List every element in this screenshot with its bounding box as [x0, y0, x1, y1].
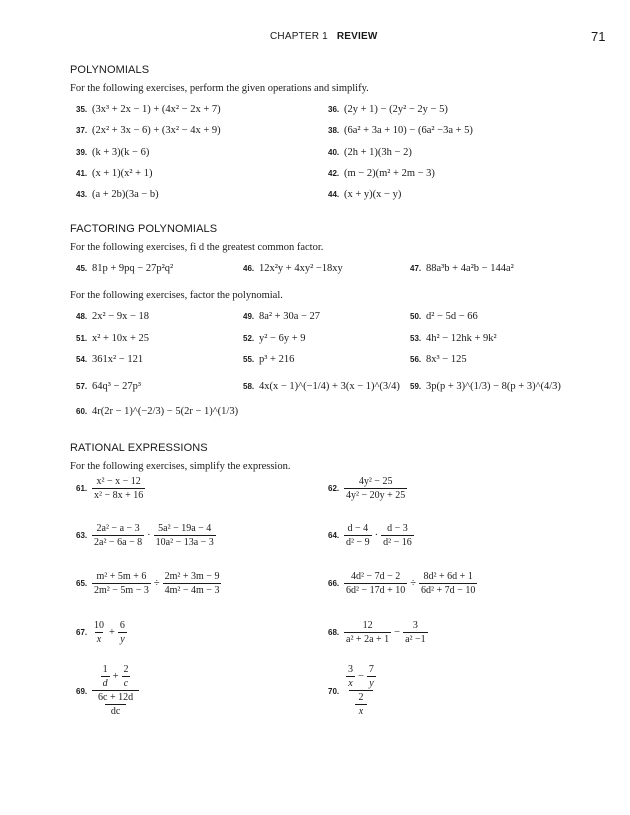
denominator: 10a² − 13a − 3	[155, 537, 214, 548]
denominator: 4m² − 4m − 3	[164, 585, 220, 596]
exercise-45	[76, 263, 173, 274]
exercise-55	[243, 354, 294, 365]
denominator: x	[96, 634, 102, 645]
page-number: 71	[591, 29, 606, 44]
fraction	[367, 664, 376, 689]
denominator: y	[120, 634, 125, 645]
gcf-instruction: For the following exercises, fi d the greatest common factor.	[70, 242, 324, 253]
fraction	[122, 664, 131, 689]
fraction	[381, 523, 414, 548]
exercise-number: 37.	[76, 126, 88, 135]
exercise-number: 66.	[328, 579, 340, 588]
fraction	[344, 620, 391, 645]
fraction	[344, 571, 407, 596]
exercise-number: 48.	[76, 312, 88, 321]
exercise-expression: 3p(p + 3)^(1/3) − 8(p + 3)^(4/3)	[426, 381, 561, 392]
exercise-number: 52.	[243, 334, 255, 343]
exercise-56	[410, 354, 467, 365]
exercise-44	[328, 189, 401, 200]
denominator: a² −1	[405, 634, 426, 645]
operator: ÷	[410, 578, 417, 589]
exercise-number: 49.	[243, 312, 255, 321]
operator: ÷	[153, 578, 160, 589]
fraction	[344, 523, 372, 548]
numerator: x² − x − 12	[96, 476, 141, 487]
numerator: 8d² + 6d + 1	[423, 571, 473, 582]
numerator: 5a² − 19a − 4	[158, 523, 212, 534]
fraction	[92, 476, 145, 501]
exercise-expression: p³ + 216	[259, 354, 295, 365]
exercise-57	[76, 381, 141, 392]
exercise-53	[410, 333, 497, 344]
exercise-number: 54.	[76, 355, 88, 364]
exercise-number: 67.	[76, 628, 88, 637]
exercise-expression: (2x² + 3x − 6) + (3x² − 4x + 9)	[92, 125, 221, 136]
complex-denominator	[349, 690, 373, 717]
exercise-expression: (a + 2b)(3a − b)	[92, 189, 159, 200]
fraction	[92, 523, 144, 548]
exercise-43	[76, 189, 159, 200]
exercise-70	[328, 664, 378, 717]
numerator: d − 3	[387, 523, 408, 534]
exercise-65	[76, 571, 221, 596]
denominator: 2a² − 6a − 8	[94, 537, 143, 548]
exercise-number: 36.	[328, 105, 340, 114]
exercise-expression: 81p + 9pq − 27p²q²	[92, 263, 174, 274]
numerator: 4d² − 7d − 2	[351, 571, 401, 582]
exercise-number: 68.	[328, 628, 340, 637]
exercise-expression: (2h + 1)(3h − 2)	[344, 147, 412, 158]
exercise-expression: 8a² + 30a − 27	[259, 311, 321, 322]
exercise-52	[243, 333, 306, 344]
denominator: y	[369, 678, 374, 689]
exercise-expression: 2x² − 9x − 18	[92, 311, 149, 322]
numerator: 4y² − 25	[358, 476, 393, 487]
numerator: d − 4	[347, 523, 369, 534]
denominator: d	[102, 678, 108, 689]
exercise-expression: (x + 1)(x² + 1)	[92, 168, 153, 179]
exercise-expression: (6a² + 3a + 10) − (6a² −3a + 5)	[344, 125, 473, 136]
running-header	[270, 31, 378, 42]
exercise-expression: 4h² − 12hk + 9k²	[426, 333, 497, 344]
exercise-number: 39.	[76, 148, 88, 157]
exercise-64	[328, 523, 414, 548]
exercise-61	[76, 476, 145, 501]
complex-fraction	[344, 664, 378, 717]
fraction	[118, 620, 127, 645]
numerator: 1	[102, 664, 108, 675]
exercise-68	[328, 620, 428, 645]
fraction	[101, 664, 110, 689]
denominator: 2m² − 5m − 3	[94, 585, 149, 596]
numerator: 7	[368, 664, 374, 675]
operator: −	[394, 627, 401, 638]
numerator: 3	[412, 620, 418, 631]
exercise-46	[243, 263, 343, 274]
exercise-expression: 361x² − 121	[92, 354, 144, 365]
exercise-47	[410, 263, 514, 274]
exercise-number: 70.	[328, 687, 340, 696]
exercise-number: 57.	[76, 382, 88, 391]
exercise-59	[410, 381, 561, 392]
exercise-expression: 4r(2r − 1)^(−2/3) − 5(2r − 1)^(1/3)	[92, 406, 239, 417]
exercise-number: 43.	[76, 190, 88, 199]
complex-numerator	[344, 664, 378, 690]
numerator: 3	[348, 664, 353, 675]
section-title-rational: RATIONAL EXPRESSIONS	[70, 442, 208, 454]
denominator: 4y² − 20y + 25	[346, 490, 406, 501]
section-title-factoring: FACTORING POLYNOMIALS	[70, 223, 218, 235]
exercise-number: 42.	[328, 169, 340, 178]
numerator: 2m² + 3m − 9	[164, 571, 220, 582]
complex-fraction	[92, 664, 139, 717]
exercise-expression: (k + 3)(k − 6)	[92, 147, 150, 158]
exercise-number: 35.	[76, 105, 88, 114]
exercise-number: 64.	[328, 531, 340, 540]
denominator: a² + 2a + 1	[346, 634, 390, 645]
exercise-number: 38.	[328, 126, 340, 135]
exercise-38	[328, 125, 473, 136]
exercise-expression: x² + 10x + 25	[92, 333, 149, 344]
exercise-expression: 4x(x − 1)^(−1/4) + 3(x − 1)^(3/4)	[259, 381, 400, 392]
fraction	[163, 571, 222, 596]
exercise-number: 55.	[243, 355, 255, 364]
fraction	[344, 476, 407, 501]
operator: ·	[147, 530, 151, 541]
operator: +	[112, 671, 119, 682]
exercise-40	[328, 147, 412, 158]
denominator: dc	[105, 704, 126, 717]
exercise-41	[76, 168, 152, 179]
exercise-number: 63.	[76, 531, 88, 540]
exercise-39	[76, 147, 149, 158]
complex-numerator	[99, 664, 133, 690]
denominator: x	[355, 704, 367, 717]
exercise-62	[328, 476, 407, 501]
numerator: 2	[123, 664, 129, 675]
exercise-expression: d² − 5d − 66	[426, 311, 478, 322]
denominator: d² − 9	[346, 537, 370, 548]
numerator: m² + 5m + 6	[96, 571, 147, 582]
section-title-polynomials: POLYNOMIALS	[70, 64, 150, 76]
exercise-49	[243, 311, 320, 322]
chapter-label: CHAPTER 1	[270, 31, 328, 42]
exercise-number: 56.	[410, 355, 422, 364]
exercise-expression: (m − 2)(m² + 2m − 3)	[344, 168, 435, 179]
exercise-number: 58.	[243, 382, 255, 391]
denominator: 6d² + 7d − 10	[421, 585, 476, 596]
operator: −	[358, 671, 364, 682]
operator: +	[109, 627, 115, 638]
denominator: x² − 8x + 16	[94, 490, 144, 501]
factor-instruction: For the following exercises, factor the polynomial.	[70, 290, 283, 301]
exercise-number: 46.	[243, 264, 255, 273]
exercise-number: 62.	[328, 484, 340, 493]
denominator: d² − 16	[383, 537, 412, 548]
exercise-number: 61.	[76, 484, 88, 493]
numerator: 2a² − a − 3	[96, 523, 140, 534]
exercise-36	[328, 104, 448, 115]
exercise-66	[328, 571, 477, 596]
exercise-number: 59.	[410, 382, 422, 391]
exercise-expression: (2y + 1) − (2y² − 2y − 5)	[344, 104, 448, 115]
exercise-69	[76, 664, 139, 717]
exercise-expression: y² − 6y + 9	[259, 333, 306, 344]
exercise-expression: 64q³ − 27p³	[92, 381, 141, 392]
exercise-number: 51.	[76, 334, 88, 343]
exercise-51	[76, 333, 149, 344]
fraction	[92, 620, 106, 645]
fraction	[154, 523, 216, 548]
exercise-67	[76, 620, 127, 645]
section-label: REVIEW	[336, 31, 378, 42]
exercise-63	[76, 523, 216, 548]
fraction	[346, 664, 355, 689]
exercise-number: 53.	[410, 334, 422, 343]
numerator: 6c + 12d	[98, 692, 134, 703]
exercise-expression: 12x²y + 4xy² −18xy	[259, 263, 343, 274]
numerator: 2	[358, 692, 364, 703]
exercise-35	[76, 104, 221, 115]
exercise-number: 50.	[410, 312, 422, 321]
exercise-54	[76, 354, 143, 365]
numerator: 12	[362, 620, 373, 631]
exercise-number: 45.	[76, 264, 88, 273]
rational-instruction: For the following exercises, simplify the expression.	[70, 461, 291, 472]
exercise-expression: (3x³ + 2x − 1) + (4x² − 2x + 7)	[92, 104, 221, 115]
polynomials-instruction: For the following exercises, perform the given operations and simplify.	[70, 83, 369, 94]
exercise-60	[76, 406, 238, 417]
operator: ·	[374, 530, 379, 541]
exercise-expression: (x + y)(x − y)	[344, 189, 402, 200]
exercise-expression: 8x³ − 125	[426, 354, 467, 365]
exercise-number: 40.	[328, 148, 340, 157]
denominator: c	[123, 678, 129, 689]
exercise-37	[76, 125, 221, 136]
exercise-50	[410, 311, 478, 322]
fraction	[419, 571, 477, 596]
exercise-42	[328, 168, 435, 179]
exercise-number: 47.	[410, 264, 422, 273]
exercise-expression: 88a³b + 4a²b − 144a²	[426, 263, 514, 274]
complex-denominator	[92, 690, 139, 717]
exercise-number: 41.	[76, 169, 88, 178]
denominator: x	[348, 678, 353, 689]
numerator: 10	[94, 620, 104, 631]
numerator: 6	[119, 620, 125, 631]
exercise-48	[76, 311, 149, 322]
exercise-number: 69.	[76, 687, 88, 696]
exercise-number: 44.	[328, 190, 340, 199]
denominator: 6d² − 17d + 10	[346, 585, 406, 596]
fraction	[92, 571, 151, 596]
exercise-number: 60.	[76, 407, 88, 416]
exercise-58	[243, 381, 400, 392]
fraction	[403, 620, 428, 645]
exercise-number: 65.	[76, 579, 88, 588]
